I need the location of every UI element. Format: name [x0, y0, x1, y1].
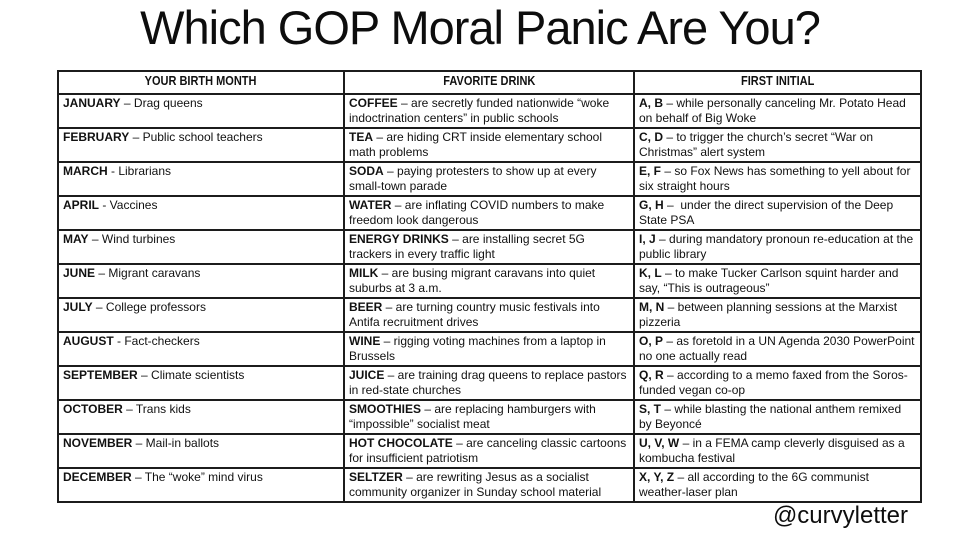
drink-desc: – are rewriting Jesus as a socialist community organizer in Sunday school material	[349, 470, 602, 499]
drink-desc: – rigging voting machines from a laptop in Brussels	[349, 334, 610, 363]
month-desc: – Wind turbines	[88, 232, 176, 246]
table-row-november	[58, 434, 921, 468]
initial-term: I, J	[639, 232, 656, 246]
cell-initial	[634, 332, 921, 366]
drink-term: JUICE	[349, 368, 385, 382]
header-first-initial-label: FIRST INITIAL	[740, 74, 815, 88]
month-term: FEBRUARY	[63, 130, 130, 144]
month-term: JUNE	[63, 266, 96, 280]
month-term: AUGUST	[63, 334, 114, 348]
cell-drink	[344, 434, 634, 468]
credit-handle: @curvyletter	[772, 502, 908, 529]
initial-desc: – between planning sessions at the Marxist pizzeria	[639, 300, 901, 329]
month-desc: - Vaccines	[99, 198, 158, 212]
table-row-may	[58, 230, 921, 264]
initial-desc: – as foretold in a UN Agenda 2030 PowerPoint no one actually read	[639, 334, 918, 363]
cell-month	[58, 332, 344, 366]
month-term: MAY	[63, 232, 89, 246]
header-favorite-drink-label: FAVORITE DRINK	[442, 74, 536, 88]
month-desc: – College professors	[92, 300, 206, 314]
initial-desc: – under the direct supervision of the Deep State PSA	[639, 198, 897, 227]
initial-desc: – all according to the 6G communist weather-laser plan	[639, 470, 873, 499]
initial-term: A, B	[639, 96, 663, 110]
drink-desc: – are installing secret 5G trackers in every traffic light	[349, 232, 589, 261]
header-birth-month-label: YOUR BIRTH MONTH	[145, 74, 257, 88]
initial-desc: – so Fox News has something to yell about for six straight hours	[639, 164, 914, 193]
month-desc: – Drag queens	[120, 96, 203, 110]
month-desc: - Fact-checkers	[113, 334, 200, 348]
cell-drink	[344, 162, 634, 196]
cell-month	[58, 128, 344, 162]
cell-month	[58, 264, 344, 298]
drink-desc: – are training drag queens to replace pastors in red-state churches	[349, 368, 630, 397]
drink-term: HOT CHOCOLATE	[349, 436, 453, 450]
cell-drink	[344, 298, 634, 332]
month-term: JULY	[63, 300, 93, 314]
drink-desc: – are inflating COVID numbers to make freedom look dangerous	[349, 198, 608, 227]
cell-month	[58, 162, 344, 196]
drink-term: COFFEE	[349, 96, 398, 110]
table-row-march	[58, 162, 921, 196]
initial-term: C, D	[639, 130, 663, 144]
header-row	[58, 71, 921, 94]
cell-initial	[634, 94, 921, 128]
table-row-april	[58, 196, 921, 230]
table-row-august	[58, 332, 921, 366]
cell-initial	[634, 298, 921, 332]
drink-term: SMOOTHIES	[349, 402, 422, 416]
initial-term: O, P	[639, 334, 664, 348]
initial-desc: – during mandatory pronoun re-education at the public library	[639, 232, 917, 261]
month-term: JANUARY	[63, 96, 121, 110]
initial-term: G, H	[639, 198, 664, 212]
drink-desc: – are busing migrant caravans into quiet suburbs at 3 a.m.	[349, 266, 599, 295]
moral-panic-table	[57, 70, 922, 503]
drink-term: MILK	[349, 266, 379, 280]
table-row-july	[58, 298, 921, 332]
initial-desc: – while personally canceling Mr. Potato Head on behalf of Big Woke	[639, 96, 910, 125]
cell-drink	[344, 332, 634, 366]
drink-term: ENERGY DRINKS	[349, 232, 449, 246]
header-first-initial	[634, 71, 921, 94]
cell-month	[58, 94, 344, 128]
initial-desc: – while blasting the national anthem remixed by Beyoncé	[639, 402, 905, 431]
table-row-february	[58, 128, 921, 162]
table-row-december	[58, 468, 921, 502]
initial-term: E, F	[639, 164, 662, 178]
header-birth-month	[58, 71, 344, 94]
cell-initial	[634, 230, 921, 264]
month-term: MARCH	[63, 164, 108, 178]
cell-drink	[344, 196, 634, 230]
initial-term: Q, R	[639, 368, 664, 382]
cell-month	[58, 366, 344, 400]
cell-drink	[344, 366, 634, 400]
month-desc: – Climate scientists	[137, 368, 245, 382]
month-desc: – Migrant caravans	[95, 266, 201, 280]
drink-term: BEER	[349, 300, 383, 314]
month-term: OCTOBER	[63, 402, 123, 416]
cell-drink	[344, 468, 634, 502]
drink-term: TEA	[349, 130, 373, 144]
drink-desc: – are turning country music festivals into Antifa recruitment drives	[349, 300, 603, 329]
initial-term: K, L	[639, 266, 662, 280]
month-term: SEPTEMBER	[63, 368, 138, 382]
drink-term: SELTZER	[349, 470, 403, 484]
cell-initial	[634, 128, 921, 162]
table-row-january	[58, 94, 921, 128]
drink-desc: – paying protesters to show up at every small-town parade	[349, 164, 600, 193]
initial-desc: – to make Tucker Carlson squint harder and say, “This is outrageous”	[639, 266, 902, 295]
initial-term: U, V, W	[639, 436, 680, 450]
cell-month	[58, 298, 344, 332]
cell-drink	[344, 128, 634, 162]
header-favorite-drink	[344, 71, 634, 94]
month-term: NOVEMBER	[63, 436, 133, 450]
drink-term: WINE	[349, 334, 381, 348]
drink-desc: – are canceling classic cartoons for insufficient patriotism	[349, 436, 630, 465]
drink-term: SODA	[349, 164, 384, 178]
cell-month	[58, 434, 344, 468]
month-term: DECEMBER	[63, 470, 132, 484]
page-title: Which GOP Moral Panic Are You?	[140, 1, 820, 54]
month-term: APRIL	[63, 198, 99, 212]
table-row-october	[58, 400, 921, 434]
cell-drink	[344, 94, 634, 128]
cell-drink	[344, 230, 634, 264]
cell-initial	[634, 162, 921, 196]
cell-initial	[634, 264, 921, 298]
cell-drink	[344, 400, 634, 434]
cell-initial	[634, 468, 921, 502]
table-row-june	[58, 264, 921, 298]
drink-term: WATER	[349, 198, 392, 212]
initial-term: X, Y, Z	[639, 470, 675, 484]
table-row-september	[58, 366, 921, 400]
cell-initial	[634, 196, 921, 230]
cell-initial	[634, 434, 921, 468]
month-desc: - Librarians	[107, 164, 172, 178]
month-desc: – Mail-in ballots	[132, 436, 220, 450]
cell-drink	[344, 264, 634, 298]
drink-desc: – are replacing hamburgers with “impossible” socialist meat	[349, 402, 600, 431]
month-desc: – The “woke” mind virus	[131, 470, 263, 484]
initial-term: M, N	[639, 300, 665, 314]
drink-desc: – are hiding CRT inside elementary school math problems	[349, 130, 606, 159]
drink-desc: – are secretly funded nationwide “woke indoctrination centers” in public schools	[349, 96, 613, 125]
cell-initial	[634, 366, 921, 400]
month-desc: – Public school teachers	[129, 130, 263, 144]
cell-month	[58, 196, 344, 230]
initial-desc: – to trigger the church’s secret “War on Christmas” alert system	[639, 130, 877, 159]
initial-desc: – in a FEMA camp cleverly disguised as a kombucha festival	[639, 436, 909, 465]
cell-month	[58, 400, 344, 434]
cell-month	[58, 230, 344, 264]
cell-initial	[634, 400, 921, 434]
initial-term: S, T	[639, 402, 662, 416]
cell-month	[58, 468, 344, 502]
initial-desc: – according to a memo faxed from the Soros-funded vegan co-op	[639, 368, 908, 397]
month-desc: – Trans kids	[122, 402, 191, 416]
